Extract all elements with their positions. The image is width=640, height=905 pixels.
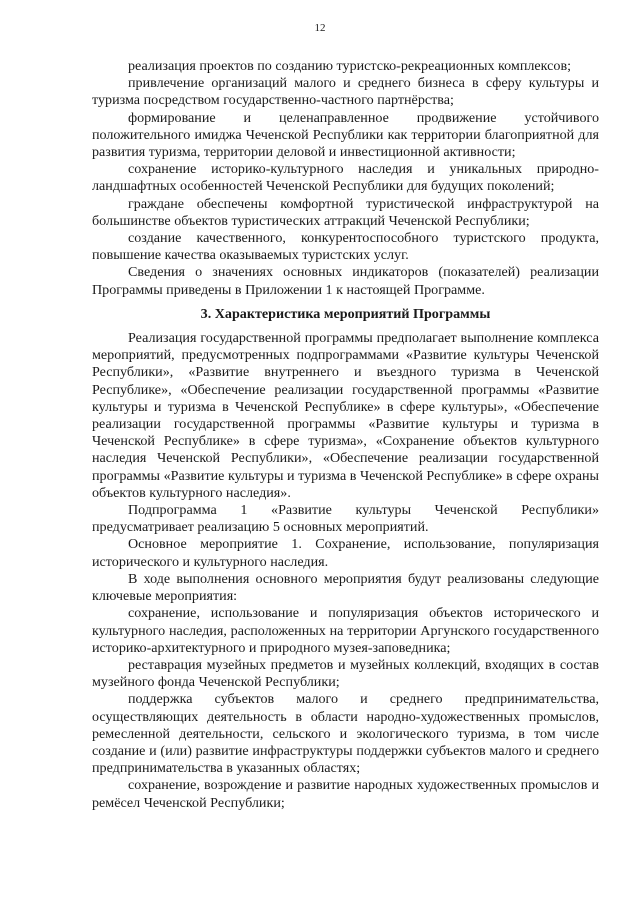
paragraph: Основное мероприятие 1. Сохранение, использование, популяризация исторического и культурного наследия. [92,536,599,570]
paragraph: сохранение, использование и популяризация объектов исторического и культурного наследия, расположенных на территории Аргунского государственного историко-архитектурного и природного музея-заповедника; [92,605,599,656]
paragraph: Сведения о значениях основных индикаторов (показателей) реализации Программы приведены в Приложении 1 к настоящей Программе. [92,264,599,298]
paragraph: реализация проектов по созданию туристско-рекреационных комплексов; [128,58,572,74]
paragraph: привлечение организаций малого и среднего бизнеса в сферу культуры и туризма посредством государственно-частного партнёрства; [92,75,599,109]
document-body [92,58,599,812]
paragraph: граждане обеспечены комфортной туристической инфраструктурой на большинстве объектов туристических аттракций Чеченской Республики; [92,195,599,229]
paragraph: создание качественного, конкурентоспособного туристского продукта, повышение качества оказываемых туристских услуг. [92,230,599,264]
paragraph: Подпрограмма 1 «Развитие культуры Чеченской Республики» предусматривает реализацию 5 основных мероприятий. [92,502,599,536]
paragraph: реставрация музейных предметов и музейных коллекций, входящих в состав музейного фонда Чеченской Республики; [92,656,599,691]
section-heading: 3. Характеристика мероприятий Программы [200,305,491,322]
page-number: 12 [314,22,326,34]
paragraph: сохранение историко-культурного наследия и уникальных природно-ландшафтных особенностей Чеченской Республики для будущих поколений; [92,161,599,195]
paragraph: поддержка субъектов малого и среднего предпринимательства, осуществляющих деятельность в области народно-художественных промыслов, ремесленной деятельности, сельского и экологического туризма, в том числе создание и (или) развитие инфраструктуры поддержки субъектов малого и среднего предпринимательства в указанных областях; [92,691,599,777]
paragraph: В ходе выполнения основного мероприятия будут реализованы следующие ключевые мероприятия: [92,570,599,605]
paragraph: Реализация государственной программы предполагает выполнение комплекса мероприятий, предусмотренных подпрограммами «Развитие культуры Чеченской Республики», «Развитие внутреннего и въездного туризма в Чеченской Республике», «Обеспечение реализации государственной программы «Развитие культуры и туризма в Чеченской Республике» в сфере культуры», «Обеспечение реализации государственной программы «Развитие культуры и туризма в Чеченской Республике» в сфере туризма», «Сохранение объектов культурного наследия Чеченской Республики», «Обеспечение реализации государственной программы «Развитие культуры и туризма в Чеченской Республике» в сфере охраны объектов культурного наследия». [92,330,599,501]
paragraph: формирование и целенаправленное продвижение устойчивого положительного имиджа Чеченской Республики как территории благоприятной для развития туризма, территории деловой и инвестиционной активности; [92,109,599,161]
paragraph: сохранение, возрождение и развитие народных художественных промыслов и ремёсел Чеченской Республики; [92,777,599,811]
